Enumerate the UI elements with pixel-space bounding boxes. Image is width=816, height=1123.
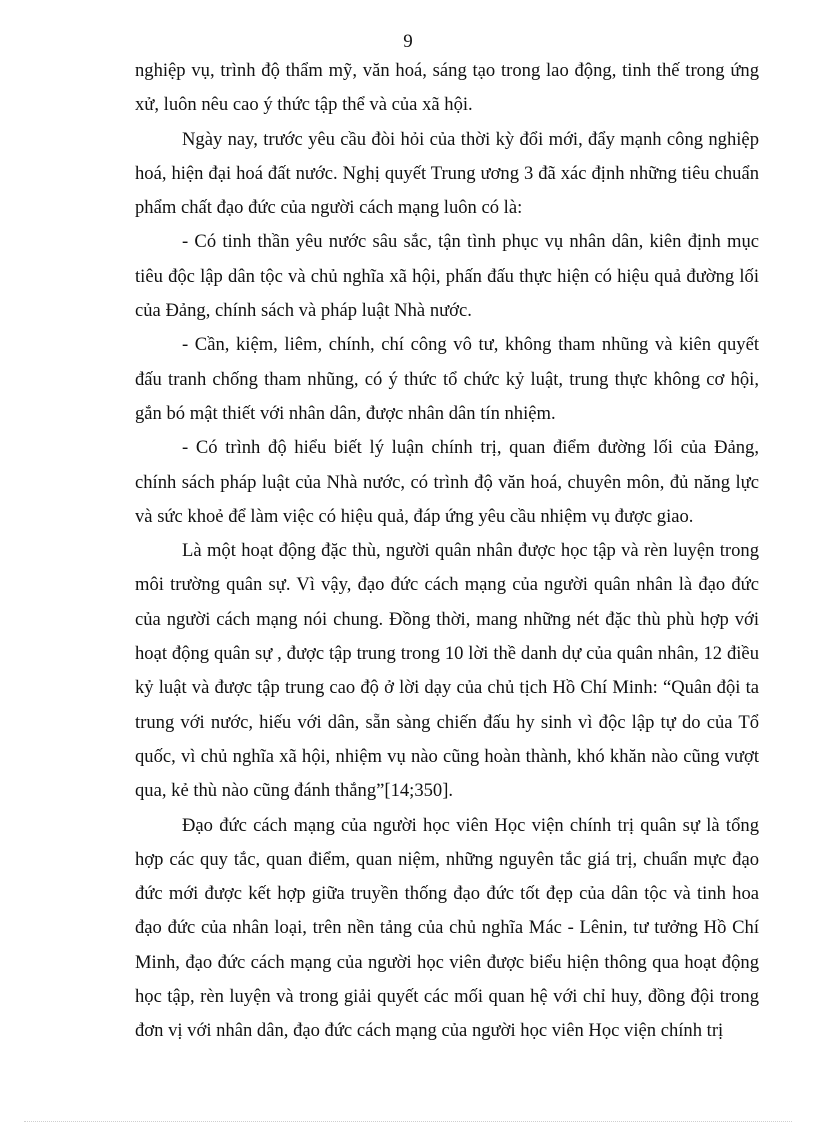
paragraph-student-ethics: Đạo đức cách mạng của người học viên Học viện chính trị quân sự là tổng hợp các quy tắc, quan điểm, quan niệm, những nguyên tắc giá trị, chuẩn mực đạo đức mới được kết hợp giữa truyền thống đạo đức tốt đẹp của dân tộc và tinh hoa đạo đức của nhân loại, trên nền tảng của chủ nghĩa Mác - Lênin, tư tưởng Hồ Chí Minh, đạo đức cách mạng của người học viên được biểu hiện thông qua hoạt động học tập, rèn luyện và trong giải quyết các mối quan hệ với chỉ huy, đồng đội trong đơn vị với nhân dân, đạo đức cách mạng của người học viên Học viện chính trị <box>135 814 759 1042</box>
page-number: 9 <box>403 31 413 52</box>
page-bottom-border <box>24 1121 792 1122</box>
document-body <box>135 54 759 1049</box>
paragraph-military-ethics: Là một hoạt động đặc thù, người quân nhân được học tập và rèn luyện trong môi trường quân sự. Vì vậy, đạo đức cách mạng của người quân nhân là đạo đức của người cách mạng nói chung. Đồng thời, mang những nét đặc thù phù hợp với hoạt động quân sự , được tập trung trong 10 lời thề danh dự của quân nhân, 12 điều kỷ luật và được tập trung cao độ ở lời dạy của chủ tịch Hồ Chí Minh: “Quân đội ta trung với nước, hiếu với dân, sẵn sàng chiến đấu hy sinh vì độc lập tự do của Tổ quốc, vì chủ nghĩa xã hội, nhiệm vụ nào cũng hoàn thành, khó khăn nào cũng vượt qua, kẻ thù nào cũng đánh thắng”[14;350]. <box>135 540 759 802</box>
list-item-patriotism: - Có tinh thần yêu nước sâu sắc, tận tình phục vụ nhân dân, kiên định mục tiêu độc lập dân tộc và chủ nghĩa xã hội, phấn đấu thực hiện có hiệu quả đường lối của Đảng, chính sách và pháp luật Nhà nước. <box>135 231 759 322</box>
paragraph-intro: Ngày nay, trước yêu cầu đòi hỏi của thời kỳ đổi mới, đẩy mạnh công nghiệp hoá, hiện đại hoá đất nước. Nghị quyết Trung ương 3 đã xác định những tiêu chuẩn phẩm chất đạo đức của người cách mạng luôn có là: <box>135 128 759 219</box>
paragraph-continuation: nghiệp vụ, trình độ thẩm mỹ, văn hoá, sáng tạo trong lao động, tinh thế trong ứng xử, luôn nêu cao ý thức tập thể và của xã hội. <box>135 60 759 116</box>
list-item-integrity: - Cần, kiệm, liêm, chính, chí công vô tư, không tham nhũng và kiên quyết đấu tranh chống tham nhũng, có ý thức tổ chức kỷ luật, trung thực không cơ hội, gắn bó mật thiết với nhân dân, được nhân dân tín nhiệm. <box>135 334 759 424</box>
list-item-competence: - Có trình độ hiểu biết lý luận chính trị, quan điểm đường lối của Đảng, chính sách pháp luật của Nhà nước, có trình độ văn hoá, chuyên môn, đủ năng lực và sức khoẻ để làm việc có hiệu quả, đáp ứng yêu cầu nhiệm vụ được giao. <box>135 437 759 527</box>
